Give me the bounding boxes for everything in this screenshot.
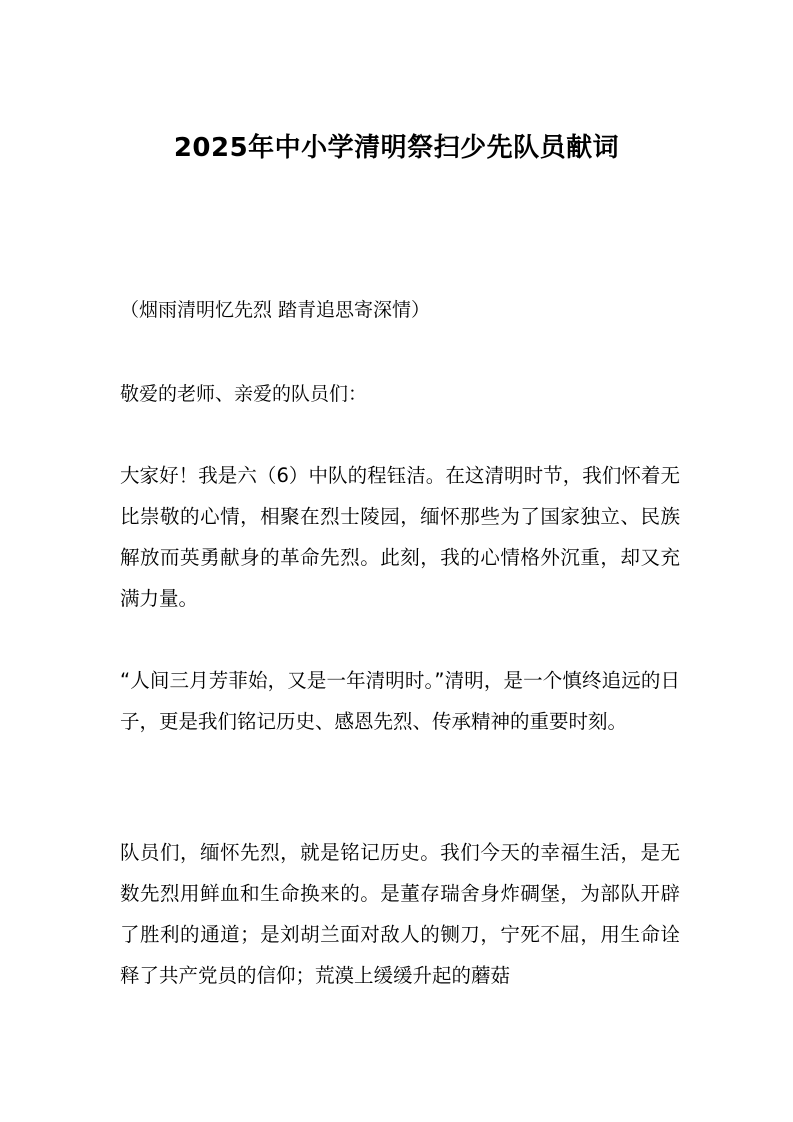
greeting-line: 敬爱的老师、亲爱的队员们： (120, 383, 368, 405)
paragraph: 大家好！我是六（6）中队的程钰洁。在这清明时节，我们怀着无比崇敬的心情，相聚在烈士陵园，缅怀那些为了国家独立、民族解放而英勇献身的革命先烈。此刻，我的心情格外沉重，却又充满力量。 (120, 464, 680, 610)
document-title: 2025年中小学清明祭扫少先队员献词 (173, 133, 620, 163)
paragraph: “人间三月芳菲始，又是一年清明时。”清明，是一个慎终追远的日子，更是我们铭记历史、感恩先烈、传承精神的重要时刻。 (120, 669, 680, 733)
document-subtitle: （烟雨清明忆先烈 踏青追思寄深情） (120, 299, 431, 321)
paragraph: 队员们，缅怀先烈，就是铭记历史。我们今天的幸福生活，是无数先烈用鲜血和生命换来的。是董存瑞舍身炸碉堡，为部队开辟了胜利的通道；是刘胡兰面对敌人的铡刀，宁死不屈，用生命诠释了共产党员的信仰；荒漠上缓缓升起的蘑菇 (120, 841, 680, 987)
